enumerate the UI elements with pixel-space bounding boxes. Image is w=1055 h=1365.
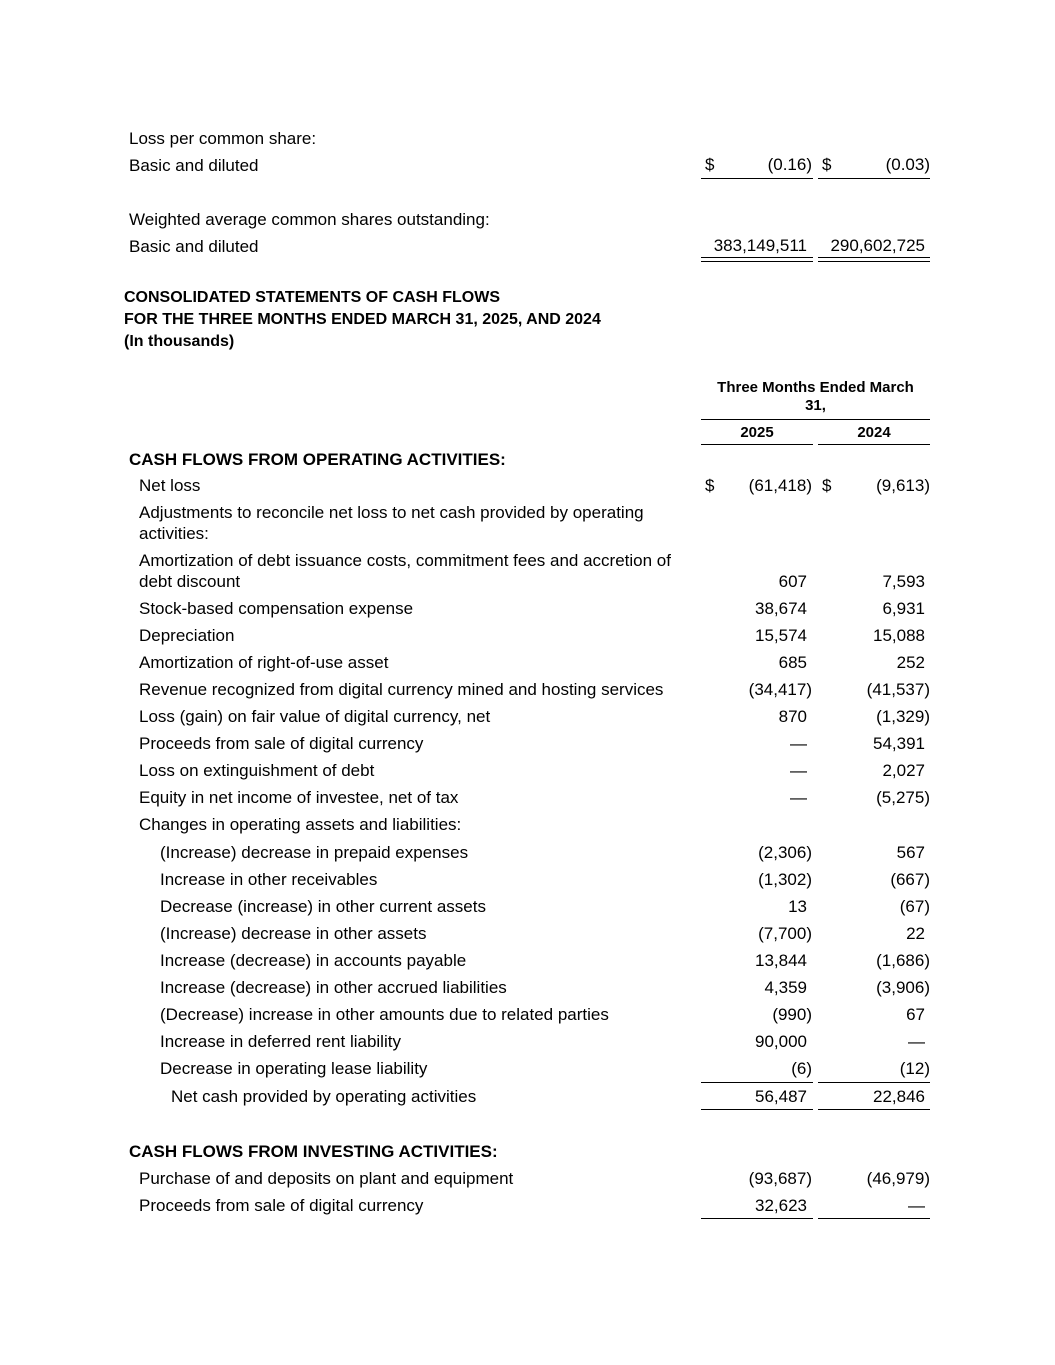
amort-debt-label-line2: debt discount — [139, 572, 241, 591]
changes-label: Changes in operating assets and liabilities: — [139, 815, 462, 834]
eps-2025-value: (0.16) — [767, 155, 812, 174]
eps-dollar-2025: $ — [705, 155, 715, 174]
adj-row-2025: — — [790, 788, 807, 807]
investing-heading: CASH FLOWS FROM INVESTING ACTIVITIES: — [129, 1142, 498, 1161]
amort-debt-2024: 7,593 — [882, 572, 925, 591]
change-row-label: Increase in other receivables — [160, 870, 378, 889]
change-row-2025: 13 — [788, 897, 807, 916]
adj-row-2025: — — [790, 734, 807, 753]
adj-row-2025: (34,417) — [748, 680, 812, 699]
eps-2025-rule — [701, 178, 813, 179]
period-header-rule — [701, 419, 930, 420]
net-cash-operating-2025: 56,487 — [755, 1087, 807, 1106]
adj-row-2025: — — [790, 761, 807, 780]
net-loss-label: Net loss — [139, 476, 201, 495]
change-row-label: Increase (decrease) in accounts payable — [160, 951, 467, 970]
net-cash-operating-label: Net cash provided by operating activities — [171, 1087, 477, 1106]
change-row-label: Decrease (increase) in other current assets — [160, 897, 486, 916]
total-2025-rule — [701, 1109, 813, 1110]
adj-row-2024: (1,329) — [876, 707, 930, 726]
change-row-2025: (7,700) — [758, 924, 812, 943]
col-2024-rule — [818, 444, 930, 445]
eps-dollar-2024: $ — [822, 155, 832, 174]
change-row-2024: 67 — [906, 1005, 925, 1024]
shares-2024-value: 290,602,725 — [830, 236, 925, 255]
subtotal-2025-rule — [701, 1082, 813, 1083]
investing-row-2024: — — [908, 1196, 925, 1215]
investing-2024-rule — [818, 1218, 930, 1219]
change-row-2025: (1,302) — [758, 870, 812, 889]
change-row-2025: 90,000 — [755, 1032, 807, 1051]
investing-row-2025: 32,623 — [755, 1196, 807, 1215]
change-row-2025: 4,359 — [764, 978, 807, 997]
investing-row-2024: (46,979) — [866, 1169, 930, 1188]
weighted-basic-diluted-label: Basic and diluted — [129, 237, 259, 256]
adj-row-label: Revenue recognized from digital currency mined and hosting services — [139, 680, 664, 699]
net-loss-2024: (9,613) — [876, 476, 930, 495]
change-row-label: (Increase) decrease in other assets — [160, 924, 427, 943]
eps-2024-rule — [818, 178, 930, 179]
adj-row-label: Equity in net income of investee, net of tax — [139, 788, 459, 807]
change-row-2024: (12) — [899, 1059, 930, 1078]
statement-title-line1: CONSOLIDATED STATEMENTS OF CASH FLOWS — [124, 289, 500, 306]
change-row-2024: (667) — [890, 870, 930, 889]
col-2025-rule — [701, 444, 813, 445]
adj-row-2024: (5,275) — [876, 788, 930, 807]
adj-row-label: Depreciation — [139, 626, 235, 645]
weighted-shares-label: Weighted average common shares outstanding: — [129, 210, 490, 229]
amort-debt-2025: 607 — [778, 572, 807, 591]
adj-row-label: Proceeds from sale of digital currency — [139, 734, 424, 753]
change-row-label: Decrease in operating lease liability — [160, 1059, 428, 1078]
change-row-2024: (67) — [899, 897, 930, 916]
adjustments-label-line2: activities: — [139, 524, 209, 543]
investing-row-label: Purchase of and deposits on plant and equipment — [139, 1169, 514, 1188]
change-row-2024: — — [908, 1032, 925, 1051]
adjustments-label-line1: Adjustments to reconcile net loss to net cash provided by operating — [139, 503, 644, 522]
loss-per-share-label: Loss per common share: — [129, 129, 317, 148]
adj-row-2024: (41,537) — [866, 680, 930, 699]
investing-row-label: Proceeds from sale of digital currency — [139, 1196, 424, 1215]
period-header-line2: 31, — [805, 397, 826, 414]
statement-title-line2: FOR THE THREE MONTHS ENDED MARCH 31, 2025, AND 2024 — [124, 311, 601, 328]
eps-2024-value: (0.03) — [885, 155, 930, 174]
adj-row-label: Amortization of right-of-use asset — [139, 653, 389, 672]
col-header-2025: 2025 — [740, 424, 774, 441]
shares-2025-double-rule — [701, 257, 813, 262]
adj-row-label: Loss on extinguishment of debt — [139, 761, 375, 780]
adj-row-2024: 15,088 — [873, 626, 925, 645]
adj-row-2025: 685 — [778, 653, 807, 672]
investing-row-2025: (93,687) — [748, 1169, 812, 1188]
adj-row-2024: 252 — [896, 653, 925, 672]
net-loss-dollar-2025: $ — [705, 476, 715, 495]
subtotal-2024-rule — [818, 1082, 930, 1083]
adj-row-2024: 54,391 — [873, 734, 925, 753]
shares-2025-value: 383,149,511 — [713, 236, 807, 255]
adj-row-2025: 38,674 — [755, 599, 807, 618]
change-row-2025: (990) — [772, 1005, 812, 1024]
adj-row-2025: 870 — [778, 707, 807, 726]
change-row-2024: (3,906) — [876, 978, 930, 997]
total-2024-rule — [818, 1109, 930, 1110]
adj-row-label: Loss (gain) on fair value of digital currency, net — [139, 707, 491, 726]
change-row-2025: (6) — [791, 1059, 812, 1078]
adj-row-2024: 6,931 — [882, 599, 925, 618]
amort-debt-label-line1: Amortization of debt issuance costs, commitment fees and accretion of — [139, 551, 671, 570]
adj-row-label: Stock-based compensation expense — [139, 599, 414, 618]
statement-title-line3: (In thousands) — [124, 333, 235, 350]
change-row-2024: 22 — [906, 924, 925, 943]
change-row-label: (Increase) decrease in prepaid expenses — [160, 843, 469, 862]
change-row-label: Increase in deferred rent liability — [160, 1032, 401, 1051]
change-row-2024: 567 — [896, 843, 925, 862]
change-row-2025: 13,844 — [755, 951, 807, 970]
change-row-label: (Decrease) increase in other amounts due to related parties — [160, 1005, 609, 1024]
period-header — [701, 379, 930, 415]
shares-2024-double-rule — [818, 257, 930, 262]
col-header-2024: 2024 — [857, 424, 891, 441]
net-cash-operating-2024: 22,846 — [873, 1087, 925, 1106]
change-row-2025: (2,306) — [758, 843, 812, 862]
net-loss-2025: (61,418) — [748, 476, 812, 495]
operating-heading: CASH FLOWS FROM OPERATING ACTIVITIES: — [129, 450, 506, 469]
period-header-line1: Three Months Ended March — [717, 379, 914, 396]
adj-row-2024: 2,027 — [882, 761, 925, 780]
net-loss-dollar-2024: $ — [822, 476, 832, 495]
change-row-2024: (1,686) — [876, 951, 930, 970]
change-row-label: Increase (decrease) in other accrued liabilities — [160, 978, 507, 997]
eps-basic-diluted-label: Basic and diluted — [129, 156, 259, 175]
adj-row-2025: 15,574 — [755, 626, 807, 645]
investing-2025-rule — [701, 1218, 813, 1219]
